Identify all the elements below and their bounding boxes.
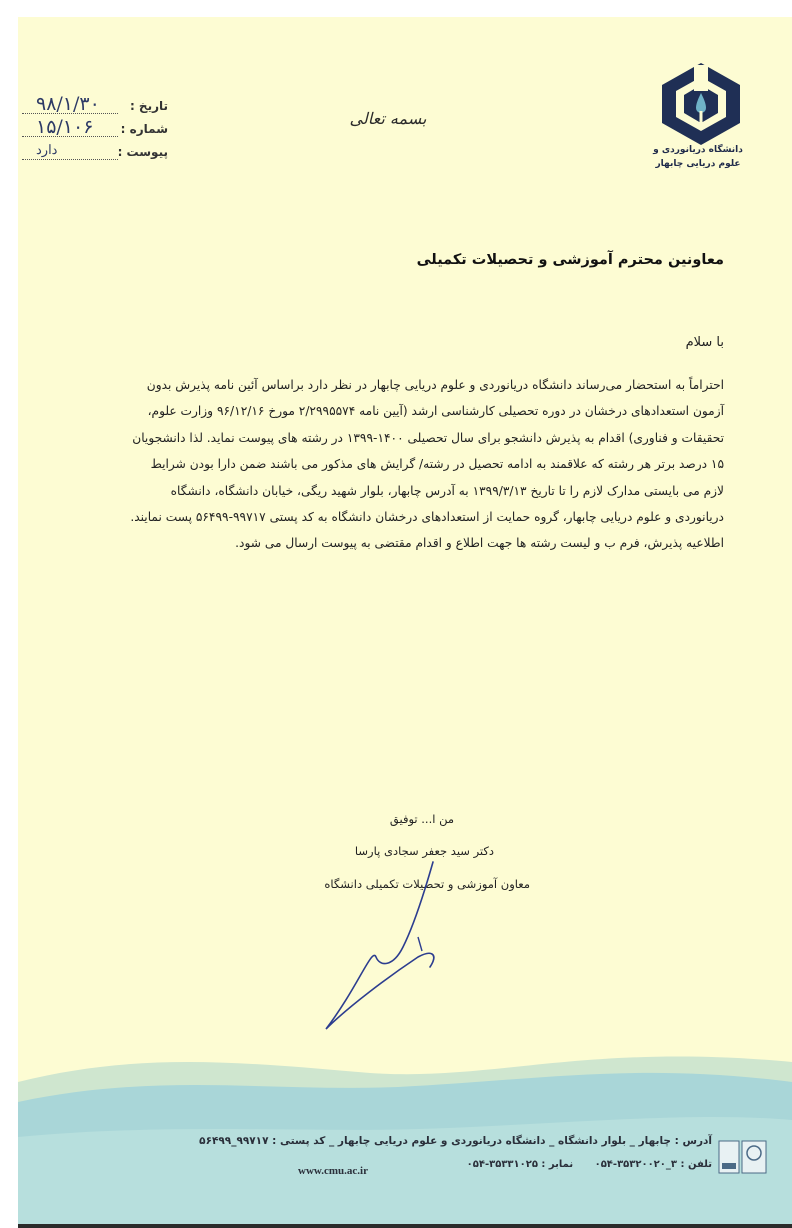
body-line: احتراماً به استحضار می‌رساند دانشگاه دریانوردی و علوم دریایی چابهار در نظر دارد براساس آئین نامه پذیرش بدون bbox=[146, 378, 724, 392]
date-row bbox=[18, 95, 168, 118]
date-label: تاریخ : bbox=[129, 99, 168, 113]
body-line: لازم می بایستی مدارک لازم را تا تاریخ ۱۳۹۹/۳/۱۳ به آدرس چابهار، بلوار شهید ریگی، خیابان دانشگاه، دانشگاه bbox=[170, 483, 724, 498]
attachment-row bbox=[18, 141, 168, 164]
letter-greeting: با سلام bbox=[685, 335, 724, 350]
body-line: اطلاعیه پذیرش، فرم ب و لیست رشته ها جهت اطلاع و اقدام مقتضی به پیوست ارسال می شود. bbox=[235, 536, 724, 551]
number-row bbox=[18, 118, 168, 141]
bismillah-heading: بسمه تعالی bbox=[349, 109, 427, 128]
body-line: آزمون استعدادهای درخشان در دوره تحصیلی کارشناسی ارشد (آیین نامه ۲/۲۹۹۵۵۷۴ مورخ ۹۶/۱۲/۱۶ وزارت علوم، bbox=[147, 404, 724, 419]
body-line: تحقیقات و فناوری) اقدام به پذیرش دانشجو برای سال تحصیلی ۱۴۰۰-۱۳۹۹ در رشته های پیوست نماید. لذا دانشجویان bbox=[132, 430, 724, 445]
handwritten-signature bbox=[318, 857, 458, 1037]
body-line: ۱۵ درصد برتر هر رشته که علاقمند به ادامه تحصیل در رشته/ گرایش های مذکور می باشند ضمن دارا بودن شرایط bbox=[150, 457, 724, 472]
attachment-value: دارد bbox=[36, 143, 58, 158]
signer-name: دکتر سید جعفر سجادی پارسا bbox=[354, 844, 494, 858]
footer-fax: نمابر : ۳۵۳۳۱۰۲۵-۰۵۴ bbox=[466, 1159, 574, 1170]
body-line: دریانوردی و علوم دریایی چابهار، گروه حمایت از استعدادهای درخشان دانشگاه به کد پستی ۹۹۷۱۷-۵۶۴۹۹ پست نمایند. bbox=[130, 510, 724, 525]
footer-wave-graphic bbox=[18, 1042, 792, 1224]
letter-meta bbox=[18, 95, 168, 164]
date-value: ۹۸/۱/۳۰ bbox=[36, 93, 100, 115]
attachment-dotted-line bbox=[22, 159, 118, 160]
signer-title: معاون آموزشی و تحصیلات تکمیلی دانشگاه bbox=[324, 877, 530, 891]
logo-emblem-icon bbox=[656, 59, 746, 149]
letter-recipient: معاونین محترم آموزشی و تحصیلات تکمیلی bbox=[416, 252, 724, 268]
university-name-line2: علوم دریایی چابهار bbox=[655, 159, 741, 169]
footer-background bbox=[18, 1042, 792, 1224]
letter-body bbox=[130, 372, 724, 557]
number-value: ۱۵/۱۰۶ bbox=[36, 116, 94, 138]
footer-contact bbox=[449, 1159, 712, 1170]
number-label: شماره : bbox=[120, 122, 168, 136]
letter-page bbox=[18, 17, 792, 1228]
footer-website: www.cmu.ac.ir bbox=[298, 1165, 368, 1177]
closing-phrase: من ا... توفیق bbox=[389, 812, 454, 826]
certification-badge-icon bbox=[718, 1137, 768, 1177]
footer-address: آدرس : چابهار _ بلوار دانشگاه _ دانشگاه دریانوردی و علوم دریایی چابهار _ کد پستی : ۹۹۷۱۷_۵۶۴۹۹ bbox=[199, 1135, 712, 1147]
university-name-line1: دانشگاه دریانوردی و bbox=[653, 145, 743, 155]
attachment-label: پیوست : bbox=[117, 145, 168, 159]
footer-phone: تلفن : ۳_۳۵۳۲۰۰۲۰-۰۵۴ bbox=[594, 1159, 712, 1170]
